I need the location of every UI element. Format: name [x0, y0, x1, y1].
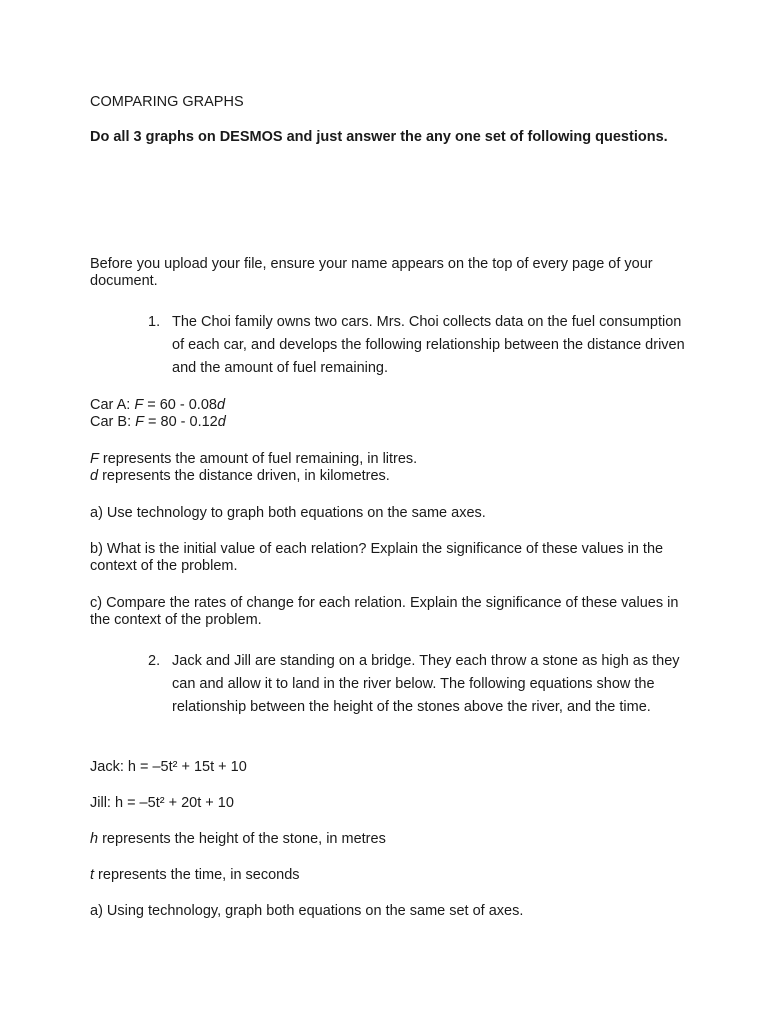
problem-1-part-a: a) Use technology to graph both equations on the same axes.: [90, 505, 486, 521]
car-b-prefix: Car B:: [90, 414, 136, 430]
problem-2: [148, 650, 688, 719]
instructions: Do all 3 graphs on DESMOS and just answer the any one set of following questions.: [90, 129, 668, 145]
var-d-text: represents the distance driven, in kilometres.: [98, 468, 390, 484]
var-t-text: represents the time, in seconds: [94, 867, 300, 883]
var-h-text: represents the height of the stone, in metres: [98, 831, 386, 847]
variable-t-definition: [90, 867, 690, 884]
jill-equation: Jill: h = –5t² + 20t + 10: [90, 795, 234, 811]
problem-1-part-b: b) What is the initial value of each relation? Explain the significance of these values in the context of the problem.: [90, 541, 664, 574]
jack-equation: Jack: h = –5t² + 15t + 10: [90, 759, 247, 775]
document-heading: COMPARING GRAPHS: [90, 94, 244, 110]
problem-1-text: The Choi family owns two cars. Mrs. Choi collects data on the fuel consumption of each car, and develops the following relationship between the distance driven and the amount of fuel remaining.: [172, 314, 685, 376]
car-a-expression: = 60 - 0.08: [143, 397, 217, 413]
problem-1-part-c: c) Compare the rates of change for each relation. Explain the significance of these values in the context of the problem.: [90, 595, 679, 628]
upload-note: Before you upload your file, ensure your name appears on the top of every page of your document.: [90, 256, 653, 289]
problem-1-number: 1.: [148, 314, 161, 330]
car-b-var-d: d: [217, 414, 226, 430]
car-a-var-f: F: [134, 397, 144, 413]
problem-2-part-a: a) Using technology, graph both equations on the same set of axes.: [90, 903, 524, 919]
problem-2-number: 2.: [148, 653, 161, 669]
car-b-equation: [90, 414, 690, 431]
car-a-var-d: d: [216, 397, 226, 413]
variable-d-definition: [90, 468, 690, 485]
var-t-symbol: t: [90, 867, 95, 883]
var-f-text: represents the amount of fuel remaining, in litres.: [98, 451, 418, 467]
var-d-symbol: d: [90, 468, 99, 484]
car-a-equation: [90, 397, 690, 414]
problem-2-text: Jack and Jill are standing on a bridge. They each throw a stone as high as they can and allow it to land in the river below. The following equations show the relationship between the height of the stones above the river, and the time.: [172, 653, 680, 715]
var-f-symbol: F: [90, 451, 99, 467]
car-a-prefix: Car A:: [90, 397, 135, 413]
problem-1: [148, 311, 688, 380]
variable-f-definition: [90, 451, 690, 468]
variable-h-definition: [90, 831, 690, 848]
car-b-expression: = 80 - 0.12: [143, 414, 218, 430]
var-h-symbol: h: [90, 831, 99, 847]
car-b-var-f: F: [135, 414, 144, 430]
